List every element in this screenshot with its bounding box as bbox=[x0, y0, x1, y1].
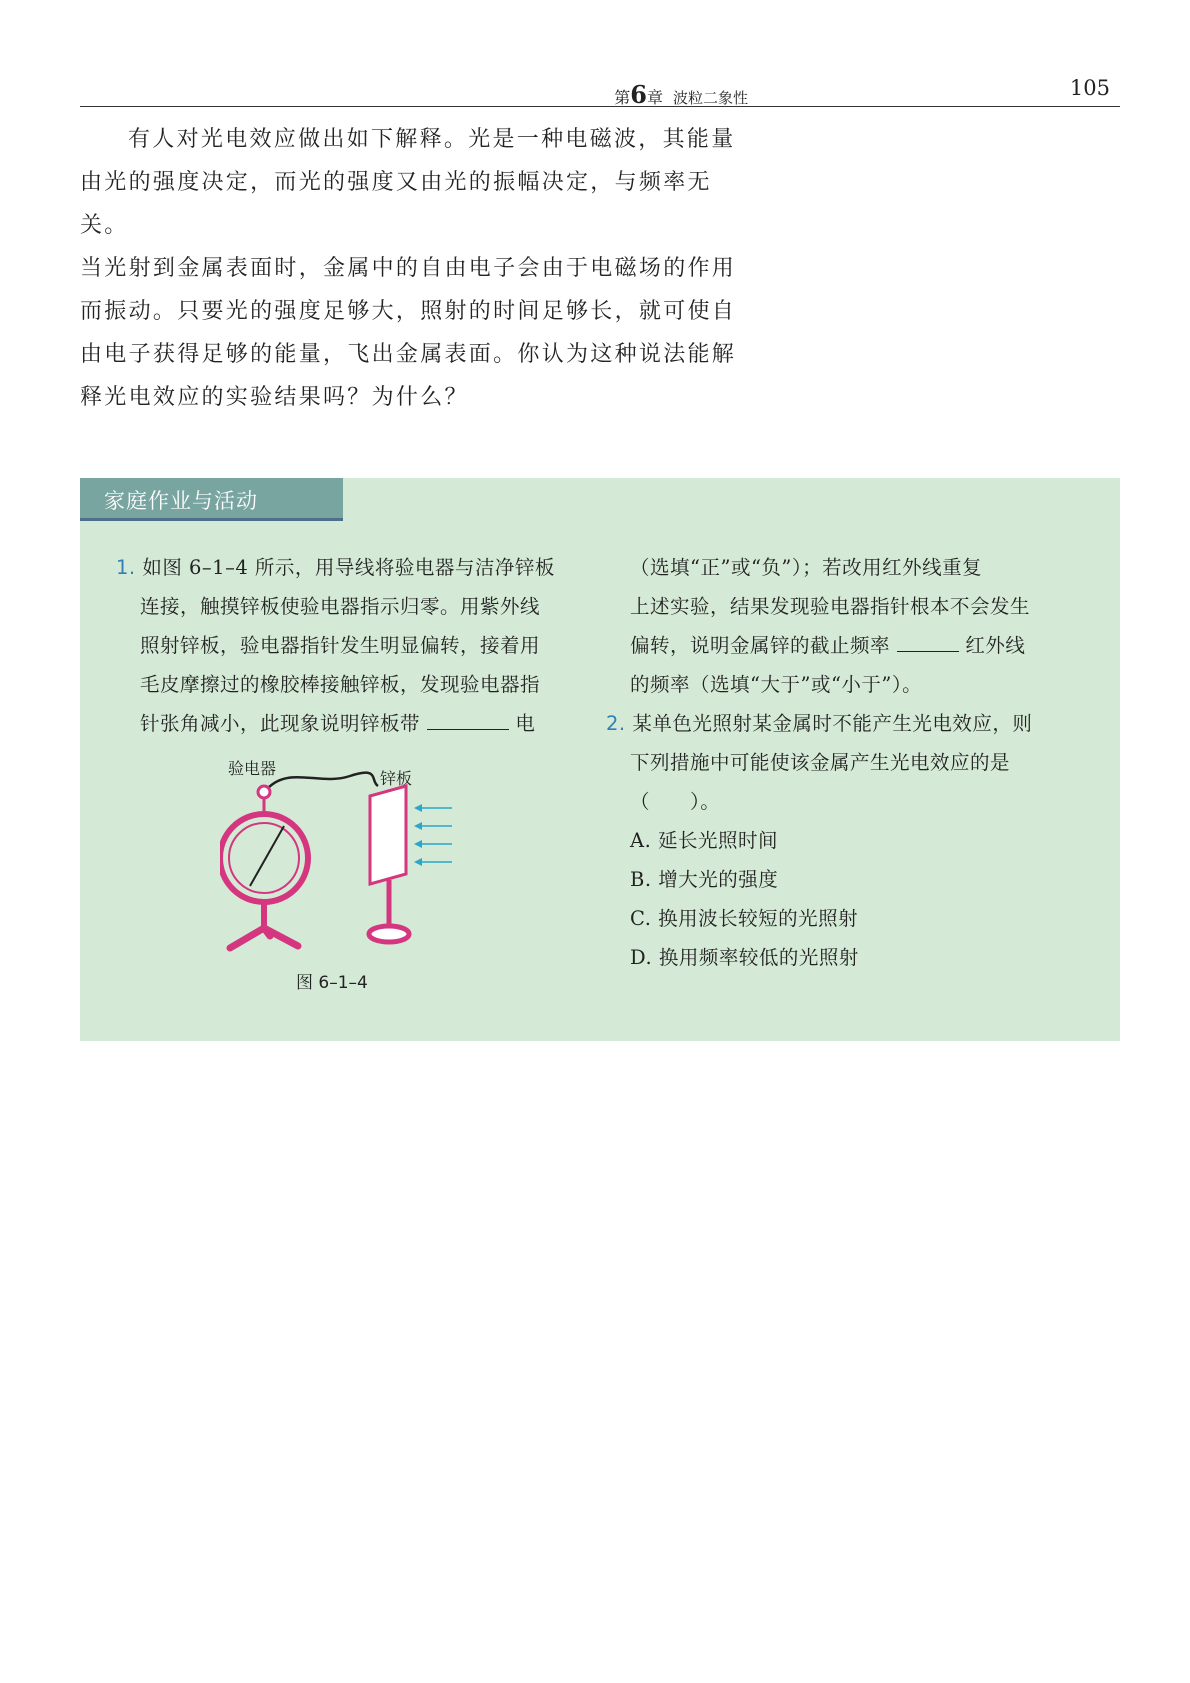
label-zinc-plate: 锌板 bbox=[380, 769, 413, 788]
question-1-line: 照射锌板，验电器指针发生明显偏转，接着用 bbox=[140, 634, 541, 657]
question-2-line: 2. 某单色光照射某金属时不能产生光电效应，则 bbox=[606, 712, 1033, 735]
option-b[interactable]: B. 增大光的强度 bbox=[630, 868, 779, 891]
question-1-line: 毛皮摩擦过的橡胶棒接触锌板，发现验电器指 bbox=[140, 673, 541, 696]
question-line: 释光电效应的实验结果吗？为什么？ bbox=[80, 385, 469, 410]
electroscope-diagram bbox=[220, 756, 530, 966]
question-number: 2. bbox=[606, 712, 626, 735]
question-1-line: 针张角减小，此现象说明锌板带 电 bbox=[116, 704, 566, 743]
homework-section bbox=[80, 478, 1120, 1041]
question-line: 由电子获得足够的能量，飞出金属表面。你认为这种说法能解 bbox=[80, 342, 737, 367]
question-1 bbox=[116, 548, 566, 743]
chapter-prefix: 第 bbox=[614, 88, 631, 107]
question-1-line: 上述实验，结果发现验电器指针根本不会发生 bbox=[630, 595, 1031, 618]
question-1-line: 偏转，说明金属锌的截止频率 红外线 bbox=[606, 626, 1086, 665]
homework-title: 家庭作业与活动 bbox=[104, 489, 258, 513]
question-1-line: （选填“正”或“负”）；若改用红外线重复 bbox=[630, 556, 983, 579]
label-electroscope: 验电器 bbox=[228, 759, 277, 778]
discussion-question bbox=[80, 118, 750, 419]
option-a[interactable]: A. 延长光照时间 bbox=[630, 829, 778, 852]
question-2-answer-blank: （ ）。 bbox=[630, 790, 721, 813]
question-1-line: 的频率（选填“大于”或“小于”）。 bbox=[630, 673, 923, 696]
question-line: 由光的强度决定，而光的强度又由光的振幅决定，与频率无关。 bbox=[80, 170, 712, 238]
question-1-line: 1. 如图 6–1–4 所示，用导线将验电器与洁净锌板 bbox=[116, 556, 555, 579]
question-line: 而振动。只要光的强度足够大，照射的时间足够长，就可使自 bbox=[80, 299, 737, 324]
option-d[interactable]: D. 换用频率较低的光照射 bbox=[630, 946, 859, 969]
homework-title-bar bbox=[80, 478, 343, 521]
answer-blank[interactable] bbox=[897, 629, 959, 652]
question-1-line: 连接，触摸锌板使验电器指示归零。用紫外线 bbox=[140, 595, 541, 618]
chapter-suffix: 章 bbox=[646, 88, 663, 107]
electroscope bbox=[220, 786, 308, 948]
question-2-line: 下列措施中可能使该金属产生光电效应的是 bbox=[630, 751, 1011, 774]
question-line: 有人对光电效应做出如下解释。光是一种电磁波，其能量 bbox=[128, 127, 736, 152]
chapter-title: 波粒二象性 bbox=[672, 89, 748, 107]
figure-caption: 图 6–1–4 bbox=[296, 973, 368, 993]
light-arrows bbox=[414, 804, 452, 866]
page-header bbox=[80, 72, 1120, 107]
question-line: 当光射到金属表面时，金属中的自由电子会由于电磁场的作用 bbox=[80, 256, 737, 281]
zinc-plate bbox=[369, 786, 409, 942]
question-number: 1. bbox=[116, 556, 136, 579]
chapter-heading bbox=[614, 80, 748, 109]
option-c[interactable]: C. 换用波长较短的光照射 bbox=[630, 907, 859, 930]
page-number: 105 bbox=[1069, 76, 1110, 100]
answer-blank[interactable] bbox=[427, 707, 509, 730]
chapter-number: 6 bbox=[630, 80, 647, 109]
figure-6-1-4 bbox=[220, 756, 530, 1016]
right-column bbox=[606, 548, 1086, 977]
wire bbox=[268, 773, 378, 788]
